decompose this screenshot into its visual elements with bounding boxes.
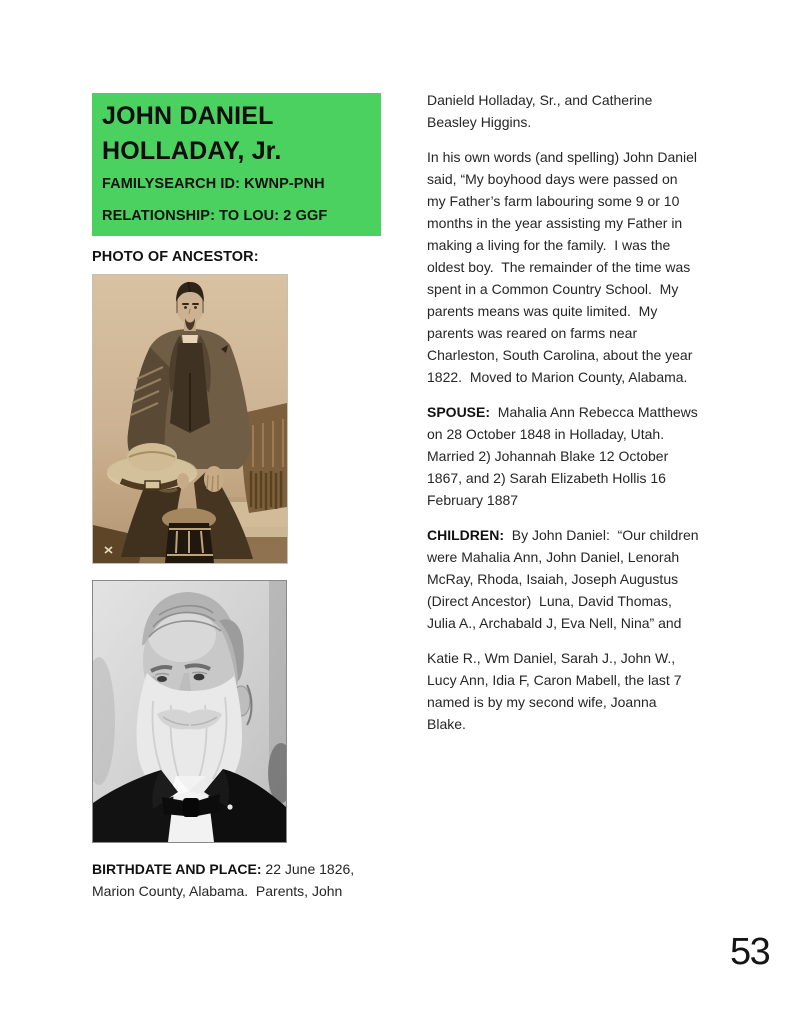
ancestor-photo-seated [92,274,288,564]
text-line: Charleston, South Carolina, about the year [427,347,693,363]
familysearch-id-line [102,175,369,193]
ancestor-name [102,99,369,169]
relationship-value: TO LOU: 2 GGF [215,208,328,224]
text-line: 1867, and 2) Sarah Elizabeth Hollis 16 [427,470,666,486]
text-line: months in the year assisting my Father in [427,215,683,231]
text-line: parents means was quite limited. My [427,303,658,319]
spouse-continued [427,423,737,511]
children-first-line [427,524,737,546]
profile-header [92,93,381,236]
relationship-label: RELATIONSHIP: [102,208,216,224]
text-line: (Direct Ancestor) Luna, David Thomas, [427,593,672,609]
birthdate-paragraph [92,858,381,902]
spouse-paragraph [427,401,737,511]
birthdate-value: 22 June 1826, [261,861,355,877]
relationship-line [102,207,369,225]
spouse-text: Mahalia Ann Rebecca Matthews [490,404,698,420]
children-second-wife-paragraph [427,647,737,735]
text-line: HOLLADAY, Jr. [102,137,282,165]
birthdate-label: BIRTHDATE AND PLACE: [92,861,262,877]
text-line: making a living for the family. I was the [427,237,671,253]
text-line: parents was reared on farms near [427,325,638,341]
bearded-portrait-illustration [93,581,286,842]
text-line: my Father’s farm labouring some 9 or 10 [427,193,680,209]
text-line: Married 2) Johannah Blake 12 October [427,448,669,464]
text-line: oldest boy. The remainder of the time was [427,259,691,275]
text-line: named is by my second wife, Joanna [427,694,657,710]
children-paragraph [427,524,737,634]
text-line: Danield Holladay, Sr., and Catherine [427,92,653,108]
text-line: In his own words (and spelling) John Daniel [427,149,698,165]
children-continued [427,546,737,634]
text-line: said, “My boyhood days were passed on [427,171,678,187]
seated-portrait-illustration [93,275,287,563]
ancestor-photo-portrait [92,580,287,843]
text-line: on 28 October 1848 in Holladay, Utah. [427,426,665,442]
birthdate-line [92,858,381,880]
photo-section-label: PHOTO OF ANCESTOR: [92,249,259,265]
children-label: CHILDREN: [427,527,504,543]
text-line: JOHN DANIEL [102,102,274,130]
text-line: Katie R., Wm Daniel, Sarah J., John W., [427,650,676,666]
text-line: Beasley Higgins. [427,114,532,130]
text-line: Julia A., Archabald J, Eva Nell, Nina” and [427,615,682,631]
text-line: spent in a Common Country School. My [427,281,679,297]
left-column [92,93,381,902]
parents-paragraph [427,89,737,133]
familysearch-id-label: FAMILYSEARCH ID: [102,176,241,192]
children-text: By John Daniel: “Our children [504,527,699,543]
text-line: Marion County, Alabama. Parents, John [92,883,343,899]
right-column [427,89,737,748]
birthdate-continued [92,880,381,902]
own-words-paragraph [427,146,737,388]
spouse-first-line [427,401,737,423]
text-line: February 1887 [427,492,519,508]
spouse-label: SPOUSE: [427,404,491,420]
familysearch-id-value: KWNP-PNH [240,176,325,192]
text-line: were Mahalia Ann, John Daniel, Lenorah [427,549,680,565]
text-line: McRay, Rhoda, Isaiah, Joseph Augustus [427,571,679,587]
text-line: 1822. Moved to Marion County, Alabama. [427,369,688,385]
text-line: Lucy Ann, Idia F, Caron Mabell, the last 7 [427,672,682,688]
text-line: Blake. [427,716,466,732]
page-number: 53 [730,931,770,973]
